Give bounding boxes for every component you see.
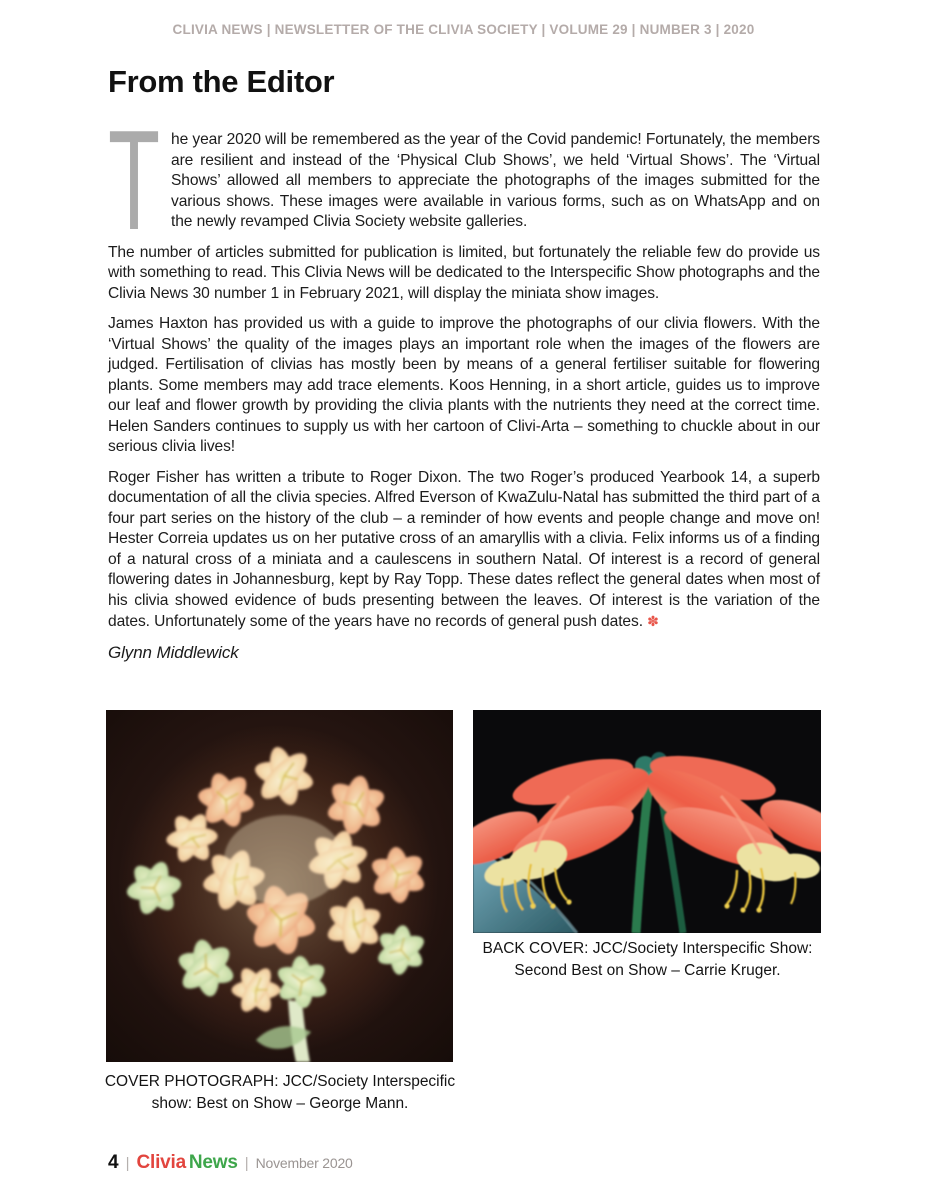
footer-magazine-news: News (188, 1152, 238, 1173)
paragraph-text: he year 2020 will be remembered as the year of the Covid pandemic! Fortunately, the members are resilient and instead of the ‘Physical Club Shows’, we held ‘Virtual Shows’. The ‘Virtual Shows’ allowed all members to appreciate the photographs of the images submitted for the various shows. These images were available in various forms, such as on WhatsApp and on the newly revamped Clivia Society website galleries. (171, 131, 820, 230)
page-footer (108, 1152, 353, 1174)
back-cover-caption-line2: Second Best on Show – Carrie Kruger. (514, 962, 781, 979)
cover-caption-line2: show: Best on Show – George Mann. (151, 1095, 409, 1112)
article-paragraph-4 (108, 468, 820, 633)
footer-page-number: 4 (108, 1152, 119, 1173)
paragraph-text: The number of articles submitted for publication is limited, but fortunately the reliable few do provide us with something to read. This Clivia News will be dedicated to the Interspecific Show photographs and the Clivia News 30 number 1 in February 2021, will display the miniata show images. (108, 243, 820, 302)
page-title: From the Editor (108, 64, 335, 99)
flower-dingbat-icon: ✽ (647, 613, 659, 629)
back-cover-caption-line1: BACK COVER: JCC/Society Interspecific Show: (482, 940, 813, 957)
article-paragraph-2 (108, 243, 820, 305)
back-cover-caption (460, 938, 835, 982)
article-paragraph-3 (108, 314, 820, 458)
cover-photograph-image (106, 710, 453, 1062)
article-paragraph-1 (108, 101, 820, 260)
paragraph-text: James Haxton has provided us with a guide to improve the photographs of our clivia flowers. With the ‘Virtual Shows’ the quality of the images plays an important role when the images of the flowers are judged. Fertilisation of clivias has mostly been by means of a general fertiliser suitable for flowering plants. Some members may add trace elements. Koos Henning, in a short article, guides us to improve our leaf and flower growth by providing the clivia plants with the nutrients they need at the correct time. Helen Sanders continues to supply us with her cartoon of Clivi-Arta – something to chuckle about in our serious clivia lives! (108, 315, 820, 455)
back-cover-photograph-image (473, 710, 821, 933)
footer-issue-date: November 2020 (255, 1155, 353, 1171)
cover-caption-line1: COVER PHOTOGRAPH: JCC/Society Interspecific (104, 1073, 456, 1090)
cover-caption (95, 1071, 465, 1115)
paragraph-text: Roger Fisher has written a tribute to Roger Dixon. The two Roger’s produced Yearbook 14, a superb documentation of all the clivia species. Alfred Everson of KwaZulu-Natal has submitted the third part of a four part series on the history of the club – a reminder of how events and people change and move on! Hester Correia updates us on her putative cross of an amaryllis with a clivia. Felix informs us of a finding of a natural cross of a miniata and a caulescens in southern Natal. Of interest is a record of general flowering dates in Johannesburg, kept by Ray Topp. These dates reflect the general dates when most of his clivia showed evidence of buds presenting between the leaves. Of interest is the variation of the dates. Unfortunately some of the years have no records of general push dates. (108, 468, 820, 630)
running-header: CLIVIA NEWS | NEWSLETTER OF THE CLIVIA SOCIETY | VOLUME 29 | NUMBER 3 | 2020 (172, 22, 755, 37)
drop-cap-letter: T (108, 101, 160, 260)
author-signature: Glynn Middlewick (108, 642, 239, 662)
footer-magazine-clivia: Clivia (136, 1152, 186, 1173)
footer-separator: | (244, 1155, 249, 1172)
footer-separator: | (125, 1155, 130, 1172)
drop-cap-box (108, 101, 162, 260)
article-body (108, 101, 820, 663)
